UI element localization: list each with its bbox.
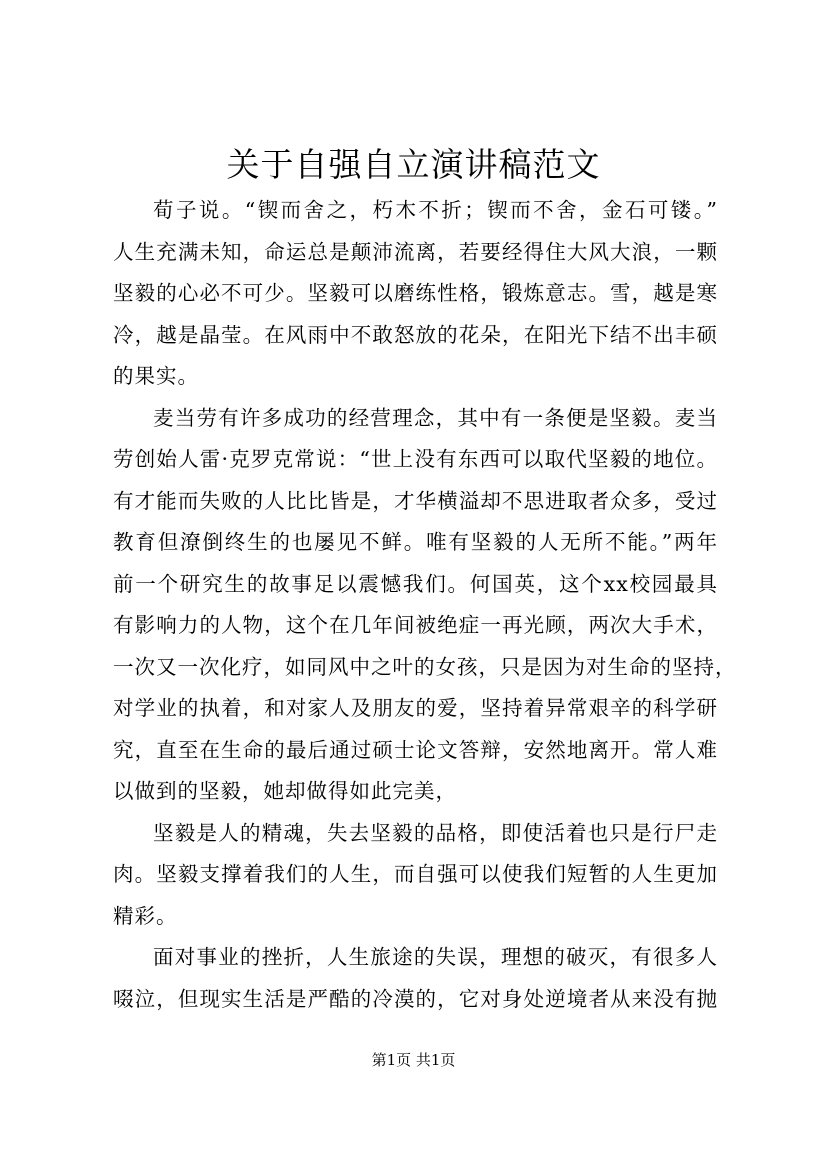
paragraph-line: 的果实。 (113, 364, 199, 388)
paragraph-line: 坚毅的心必不可少。坚毅可以磨练性格，锻炼意志。雪，越是寒 (113, 281, 718, 305)
paragraph-line: 坚毅是人的精魂，失去坚毅的品格，即使活着也只是行尸走 (153, 820, 718, 845)
paragraph-line: 精彩。 (113, 903, 178, 928)
paragraph (113, 813, 718, 938)
page-footer: 第1页 共1页 (371, 1051, 456, 1069)
paragraph-line: 人生充满未知，命运总是颠沛流离，若要经得住大风大浪，一颗 (113, 239, 718, 264)
paragraph-line: 教育但潦倒终生的也屡见不鲜。唯有坚毅的人无所不能。”两年 (113, 530, 718, 554)
paragraph-line: 一次又一次化疗，如同风中之叶的女孩，只是因为对生命的坚持， (113, 654, 737, 679)
paragraph-line: 对学业的执着，和对家人及朋友的爱，坚持着异常艰辛的科学研 (113, 696, 718, 720)
paragraph-line: 前一个研究生的故事足以震憾我们。何国英，这个xx校园最具 (113, 571, 718, 596)
paragraph-line: 以做到的坚毅，她却做得如此完美， (113, 779, 457, 803)
paragraph-line: 麦当劳有许多成功的经营理念，其中有一条便是坚毅。麦当 (153, 405, 718, 430)
paragraph-line: 有才能而失败的人比比皆是，才华横溢却不思进取者众多，受过 (113, 488, 718, 513)
paragraph (113, 398, 737, 813)
paragraph-line: 究，直至在生命的最后通过硕士论文答辩，安然地离开。常人难 (113, 737, 718, 762)
paragraph-line: 肉。坚毅支撑着我们的人生，而自强可以使我们短暂的人生更加 (113, 862, 718, 886)
paragraph-line: 劳创始人雷·克罗克常说：“世上没有东西可以取代坚毅的地位。 (113, 447, 718, 471)
paragraph-line: 有影响力的人物，这个在几年间被绝症一再光顾，两次大手术， (113, 613, 718, 637)
paragraph (113, 937, 718, 1020)
paragraph (113, 190, 718, 398)
paragraph-line: 冷，越是晶莹。在风雨中不敢怒放的花朵，在阳光下结不出丰硕 (113, 322, 718, 347)
paragraph-line: 啜泣，但现实生活是严酷的冷漠的，它对身处逆境者从来没有抛 (113, 986, 718, 1011)
paragraph-line: 荀子说。“锲而舍之，朽木不折；锲而不舍，金石可镂。” (153, 198, 718, 222)
document-body (113, 190, 737, 1020)
paragraph-line: 面对事业的挫折，人生旅途的失误，理想的破灭，有很多人 (153, 945, 718, 969)
document-title: 关于自强自立演讲稿范文 (226, 145, 601, 184)
